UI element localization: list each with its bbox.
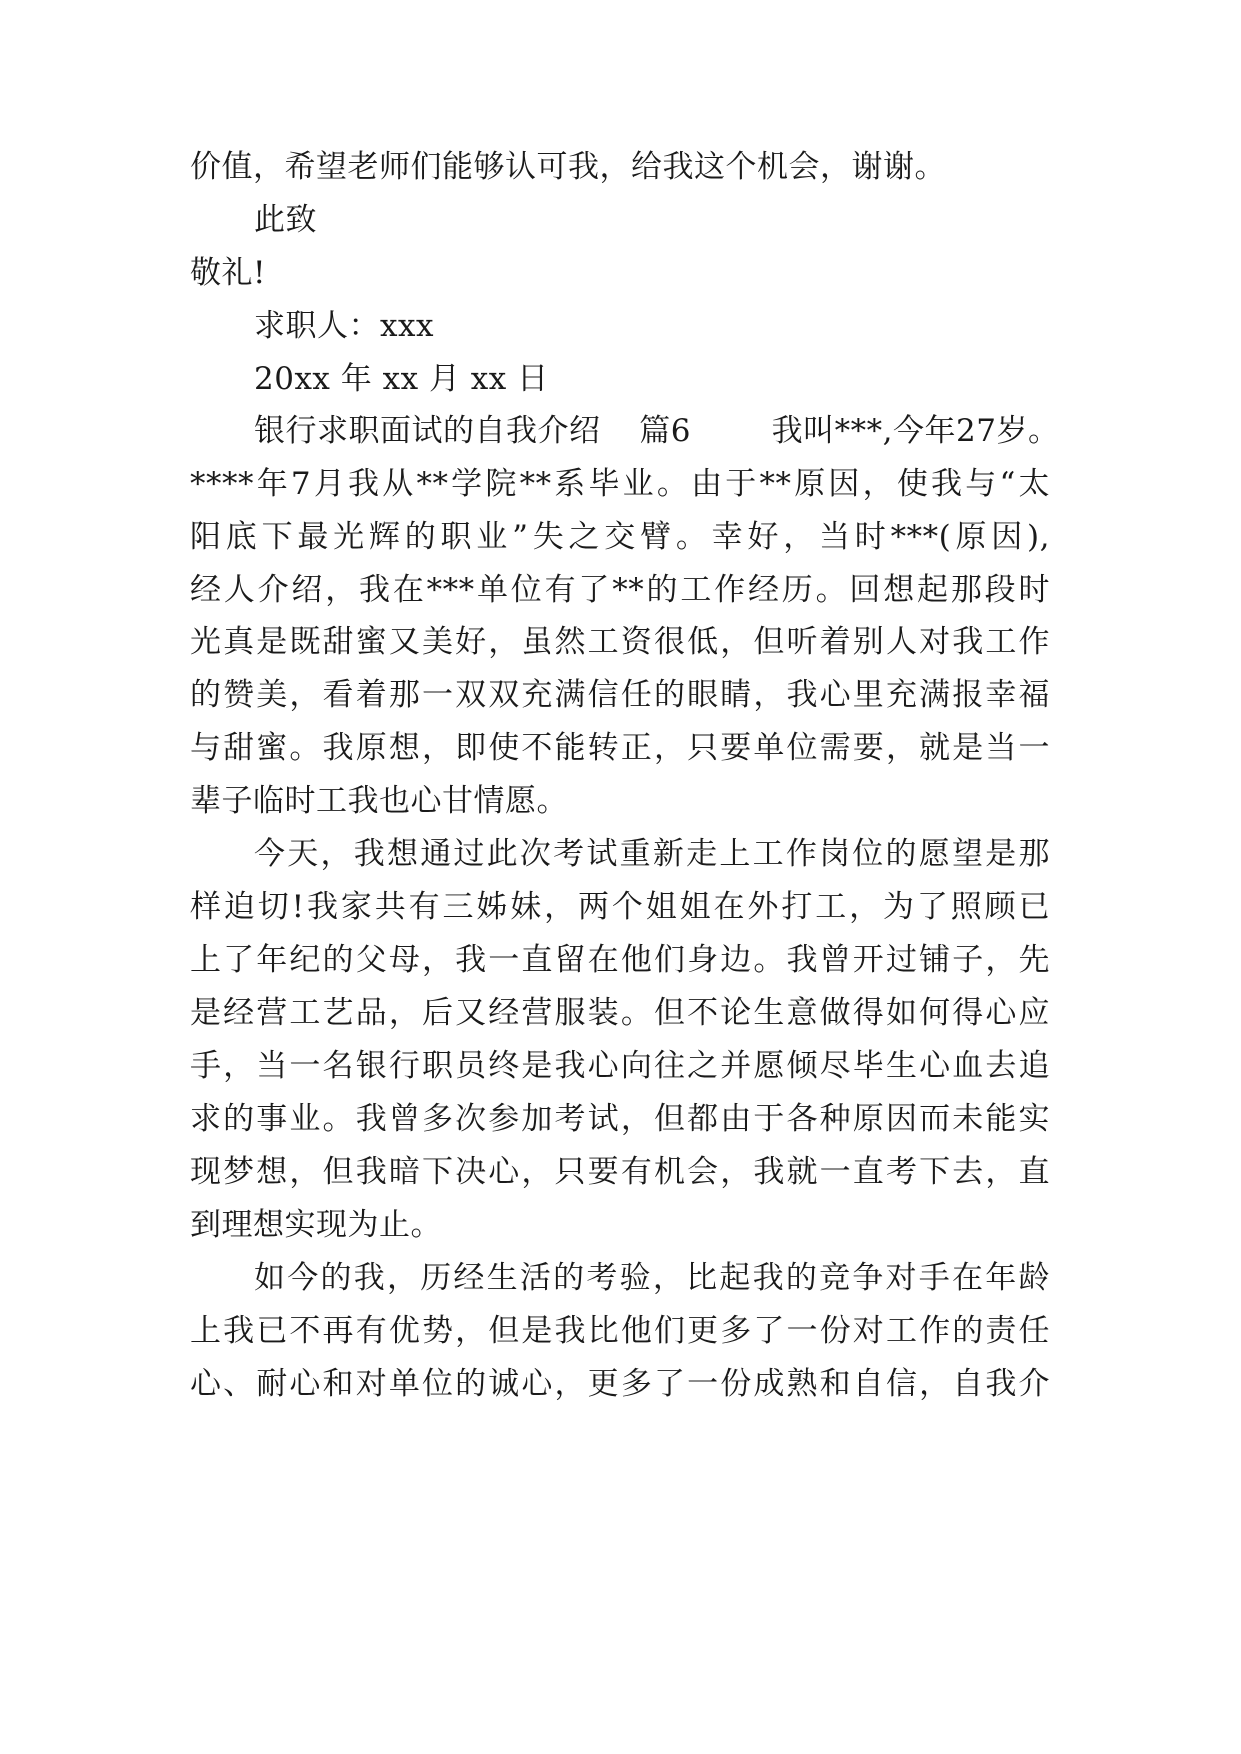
paragraph-line: ****年7月我从**学院**系毕业。由于**原因，使我与“太 [190,466,1050,502]
paragraph-line: 心、耐心和对单位的诚心，更多了一份成熟和自信，自我介 [190,1366,1050,1402]
paragraph-line: 如今的我，历经生活的考验，比起我的竞争对手在年龄 [254,1260,1050,1296]
paragraph-line: 是经营工艺品，后又经营服装。但不论生意做得如何得心应 [190,995,1050,1031]
closing-regards: 敬礼! [190,255,266,291]
section-heading: 银行求职面试的自我介绍 [254,413,601,449]
paragraph-line: 现梦想，但我暗下决心，只要有机会，我就一直考下去，直 [190,1154,1050,1190]
section-number: 篇6 [639,413,691,449]
paragraph-line: 辈子临时工我也心甘情愿。 [190,783,568,819]
paragraph-line: 我叫***,今年27岁。 [771,413,1060,449]
applicant-signature: 求职人：xxx [254,308,434,344]
paragraph-line: 今天，我想通过此次考试重新走上工作岗位的愿望是那 [254,836,1050,872]
paragraph-line: 上我已不再有优势，但是我比他们更多了一份对工作的责任 [190,1313,1050,1349]
paragraph-line: 求的事业。我曾多次参加考试，但都由于各种原因而未能实 [190,1101,1050,1137]
paragraph-line: 与甜蜜。我原想，即使不能转正，只要单位需要，就是当一 [190,730,1050,766]
paragraph-line: 光真是既甜蜜又美好，虽然工资很低，但听着别人对我工作 [190,624,1050,660]
paragraph-line: 样迫切!我家共有三姊妹，两个姐姐在外打工，为了照顾已 [190,889,1050,925]
paragraph-line: 手，当一名银行职员终是我心向往之并愿倾尽毕生心血去追 [190,1048,1050,1084]
paragraph-line: 上了年纪的父母，我一直留在他们身边。我曾开过铺子，先 [190,942,1050,978]
paragraph-line: 的赞美，看着那一双双充满信任的眼睛，我心里充满报幸福 [190,677,1050,713]
paragraph-line: 经人介绍，我在***单位有了**的工作经历。回想起那段时 [190,572,1050,608]
paragraph-line: 价值，希望老师们能够认可我，给我这个机会，谢谢。 [190,149,946,185]
closing-salutation: 此致 [254,202,317,238]
paragraph-line: 到理想实现为止。 [190,1207,442,1243]
paragraph-line: 阳底下最光辉的职业”失之交臂。幸好，当时***(原因), [190,519,1050,555]
section-heading-line [254,411,1060,451]
letter-date: 20xx 年 xx 月 xx 日 [254,361,549,397]
